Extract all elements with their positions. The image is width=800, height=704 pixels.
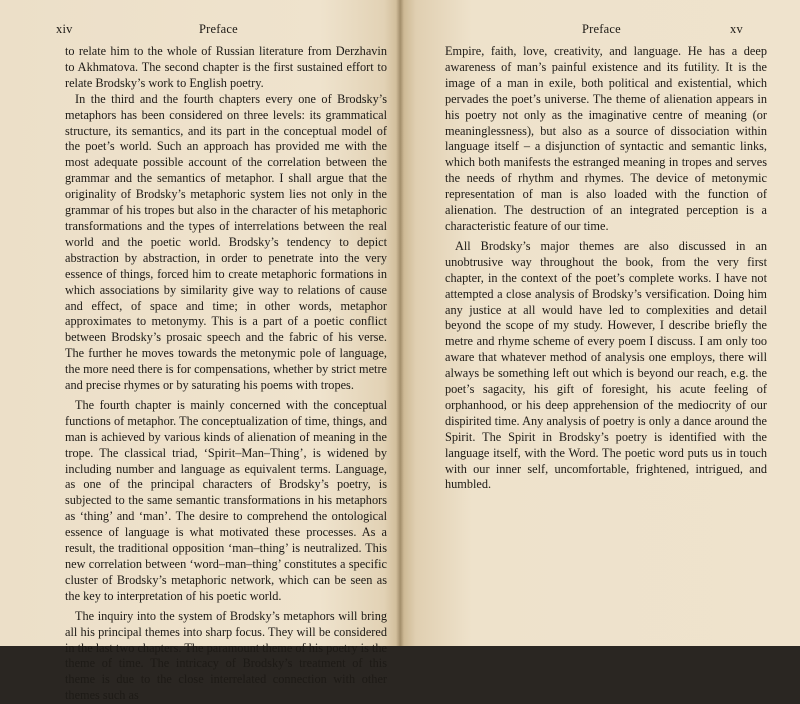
paragraph: All Brodsky’s major themes are also discussed in an unobtrusive way throughout the book, from the very first chapter, in the context of the poet’s complete works. I have not attempted a close analysis of Brodsky’s versification. Doing him any justice at all would have led to complexities and detail beyond the scope of my study. However, I describe briefly the metre and rhyme scheme of every poem I discuss. I am only too aware that whatever method of analysis one employs, there will always be something left out which is beyond our reach, e.g. the poet’s sagacity, his gift of foresight, his acute feeling of orphanhood, or his deep apprehension of the mediocrity of our dispirited time. Any analysis of poetry is only a dance around the Spirit. The Spirit in Brodsky’s poetry is identified with the language itself, with the Word. The poetic word puts us in touch with our inner self, uncomfortable, frightened, intrigued, and humbled. [445, 238, 767, 492]
running-head: Preface [582, 22, 621, 36]
running-head: Preface [199, 22, 238, 36]
left-page [0, 0, 400, 703]
body-text [445, 44, 767, 493]
paragraph: The fourth chapter is mainly concerned with the conceptual functions of metaphor. The conceptualization of time, things, and man is achieved by various kinds of alienation of meaning in the trope. The classical triad, ‘Spirit–Man–Thing’, is widened by including number and language as equivalent terms. Language, as one of the principal characters of Brodsky’s poetry, is subjected to the same semantic transformations in his metaphors as ‘thing’ and ‘man’. The desire to comprehend the ontological essence of language is what motivated these processes. As a result, the traditional opposition ‘man–thing’ is neutralized. This new correlation between ‘word–man–thing’ constitutes a specific cluster of Brodsky’s metaphoric network, which can be seen as the key to interpretation of his poetic world. [65, 397, 387, 603]
paragraph: to relate him to the whole of Russian literature from Derzhavin to Akhmatova. The second chapter is the first sustained effort to relate Brodsky’s work to English poetry. [65, 44, 387, 90]
paragraph: Empire, faith, love, creativity, and language. He has a deep awareness of man’s painful existence and its futility. It is the image of a man in exile, both political and existential, which pervades the poet’s universe. The theme of alienation appears in his poetry not only as the imaginative centre of meaning (or meaninglessness), but also as a source of dissociation within language itself – a disjunction of syntactic and semantic links, which both manifests the estranged meaning in tropes and serves the needs of rhythm and rhymes. The device of metonymic representation of man is also loaded with the function of alienation. The destruction of an integrated perception is a characteristic feature of our time. [445, 44, 767, 233]
page-number: xv [730, 22, 743, 36]
right-page [400, 0, 800, 646]
body-text [65, 44, 387, 704]
paragraph: In the third and the fourth chapters every one of Brodsky’s metaphors has been considered on three levels: its grammatical structure, its semantics, and its part in the conceptual model of the poet’s world. Such an approach has provided me with the most adequate possible account of the correlation between the grammar and the semantics of metaphor. I shall argue that the originality of Brodsky’s metaphoric system lies not only in the grammar of his tropes but also in the character of his metaphoric transformations and the types of interrelations between the real world and the poetic world. Brodsky’s tendency to depict abstraction by abstraction, in order to penetrate into the very essence of things, forced him to create metaphoric formations in which associations by similarity give way to relations of cause and effect, of space and time; in other words, metaphor approximates to metonymy. This is a part of a poetic conflict between Brodsky’s prosaic speech and the fabric of his verse. The further he moves towards the metonymic pole of language, the more need there is for compensations, whether by strict metre and precise rhymes or by saturating his poems with tropes. [65, 91, 388, 393]
paragraph: The inquiry into the system of Brodsky’s metaphors will bring all his principal themes into sharp focus. They will be considered in the last two chapters. The paramount theme of his poetry is the theme of time. The intricacy of Brodsky’s treatment of this theme is due to the close interrelated connection with other themes such as [65, 608, 387, 703]
page-number: xiv [56, 22, 73, 36]
